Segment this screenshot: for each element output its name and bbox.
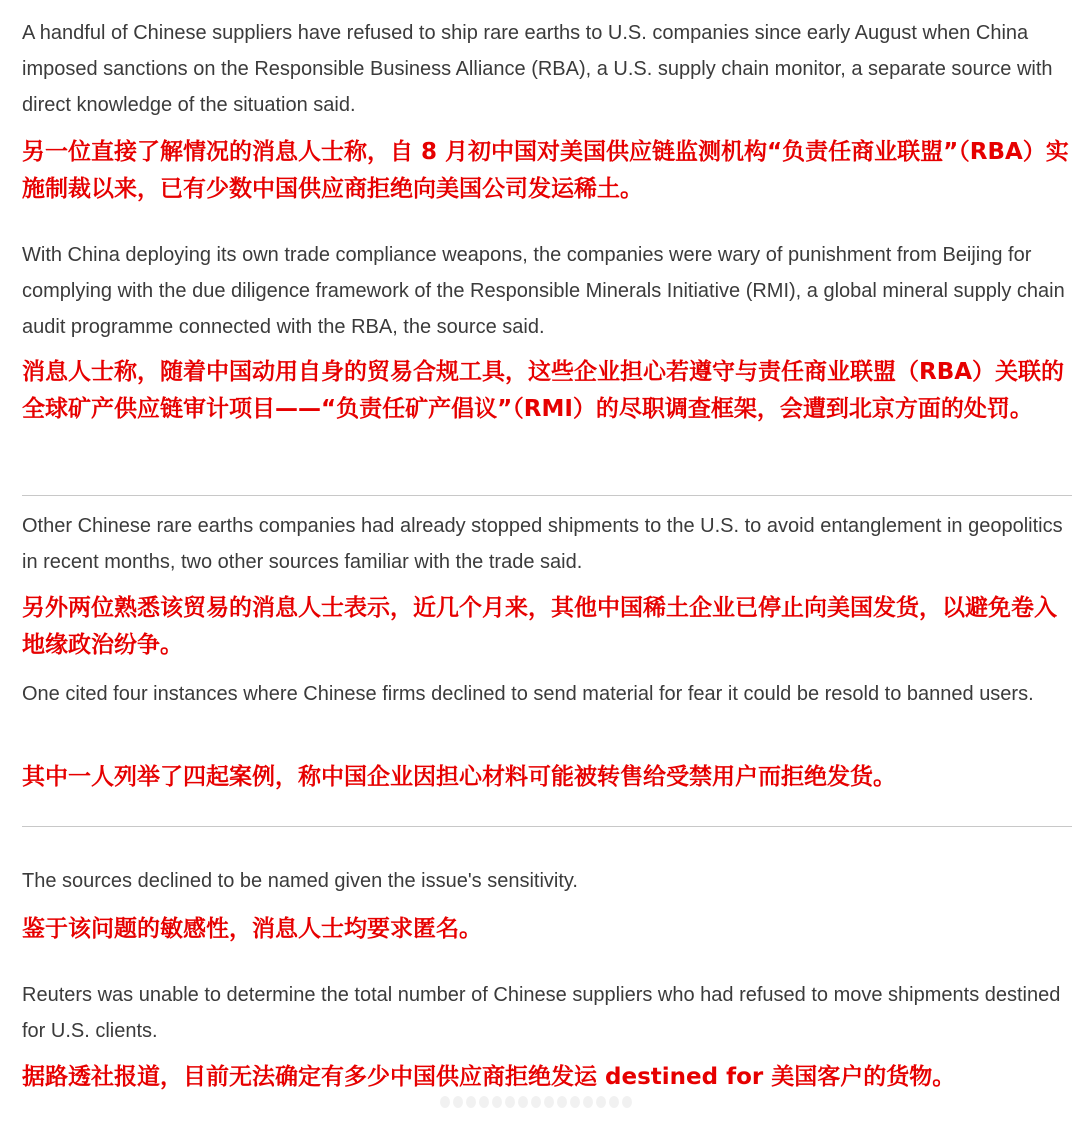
paragraph-6-english: Reuters was unable to determine the total number of Chinese suppliers who had refused to move shipments destined for U.S. clients.	[22, 984, 1061, 1042]
paragraph-1-english: A handful of Chinese suppliers have refused to ship rare earths to U.S. companies since early August when China imposed sanctions on the Responsible Business Alliance (RBA), a U.S. supply chain monitor, a separate source with direct knowledge of the situation said.	[22, 22, 1053, 116]
paragraph-4-english: One cited four instances where Chinese firms declined to send material for fear it could be resold to banned users.	[22, 683, 1034, 705]
section-divider	[22, 495, 1072, 496]
section-divider	[22, 826, 1072, 827]
paragraph-2-chinese: 消息人士称，随着中国动用自身的贸易合规工具，这些企业担心若遵守与责任商业联盟（RBA）关联的全球矿产供应链审计项目——“负责任矿产倡议”（RMI）的尽职调查框架，会遭到北京方面的处罚。	[22, 359, 1065, 422]
paragraph-3-english: Other Chinese rare earths companies had already stopped shipments to the U.S. to avoid entanglement in geopolitics in recent months, two other sources familiar with the trade said.	[22, 515, 1063, 573]
paragraph-1-chinese: 另一位直接了解情况的消息人士称，自 8 月初中国对美国供应链监测机构“负责任商业联盟”（RBA）实施制裁以来，已有少数中国供应商拒绝向美国公司发运稀土。	[22, 139, 1069, 202]
paragraph-5-english: The sources declined to be named given the issue's sensitivity.	[22, 870, 578, 892]
watermark-logo	[440, 1090, 640, 1114]
paragraph-6-chinese: 据路透社报道，目前无法确定有多少中国供应商拒绝发运 destined for 美国客户的货物。	[22, 1064, 956, 1090]
paragraph-5-chinese: 鉴于该问题的敏感性，消息人士均要求匿名。	[22, 916, 482, 942]
paragraph-2-english: With China deploying its own trade compliance weapons, the companies were wary of punishment from Beijing for complying with the due diligence framework of the Responsible Minerals Initiative (RMI), a global mineral supply chain audit programme connected with the RBA, the source said.	[22, 244, 1065, 338]
paragraph-3-chinese: 另外两位熟悉该贸易的消息人士表示，近几个月来，其他中国稀土企业已停止向美国发货，以避免卷入地缘政治纷争。	[22, 595, 1057, 658]
paragraph-4-chinese: 其中一人列举了四起案例，称中国企业因担心材料可能被转售给受禁用户而拒绝发货。	[22, 764, 896, 790]
